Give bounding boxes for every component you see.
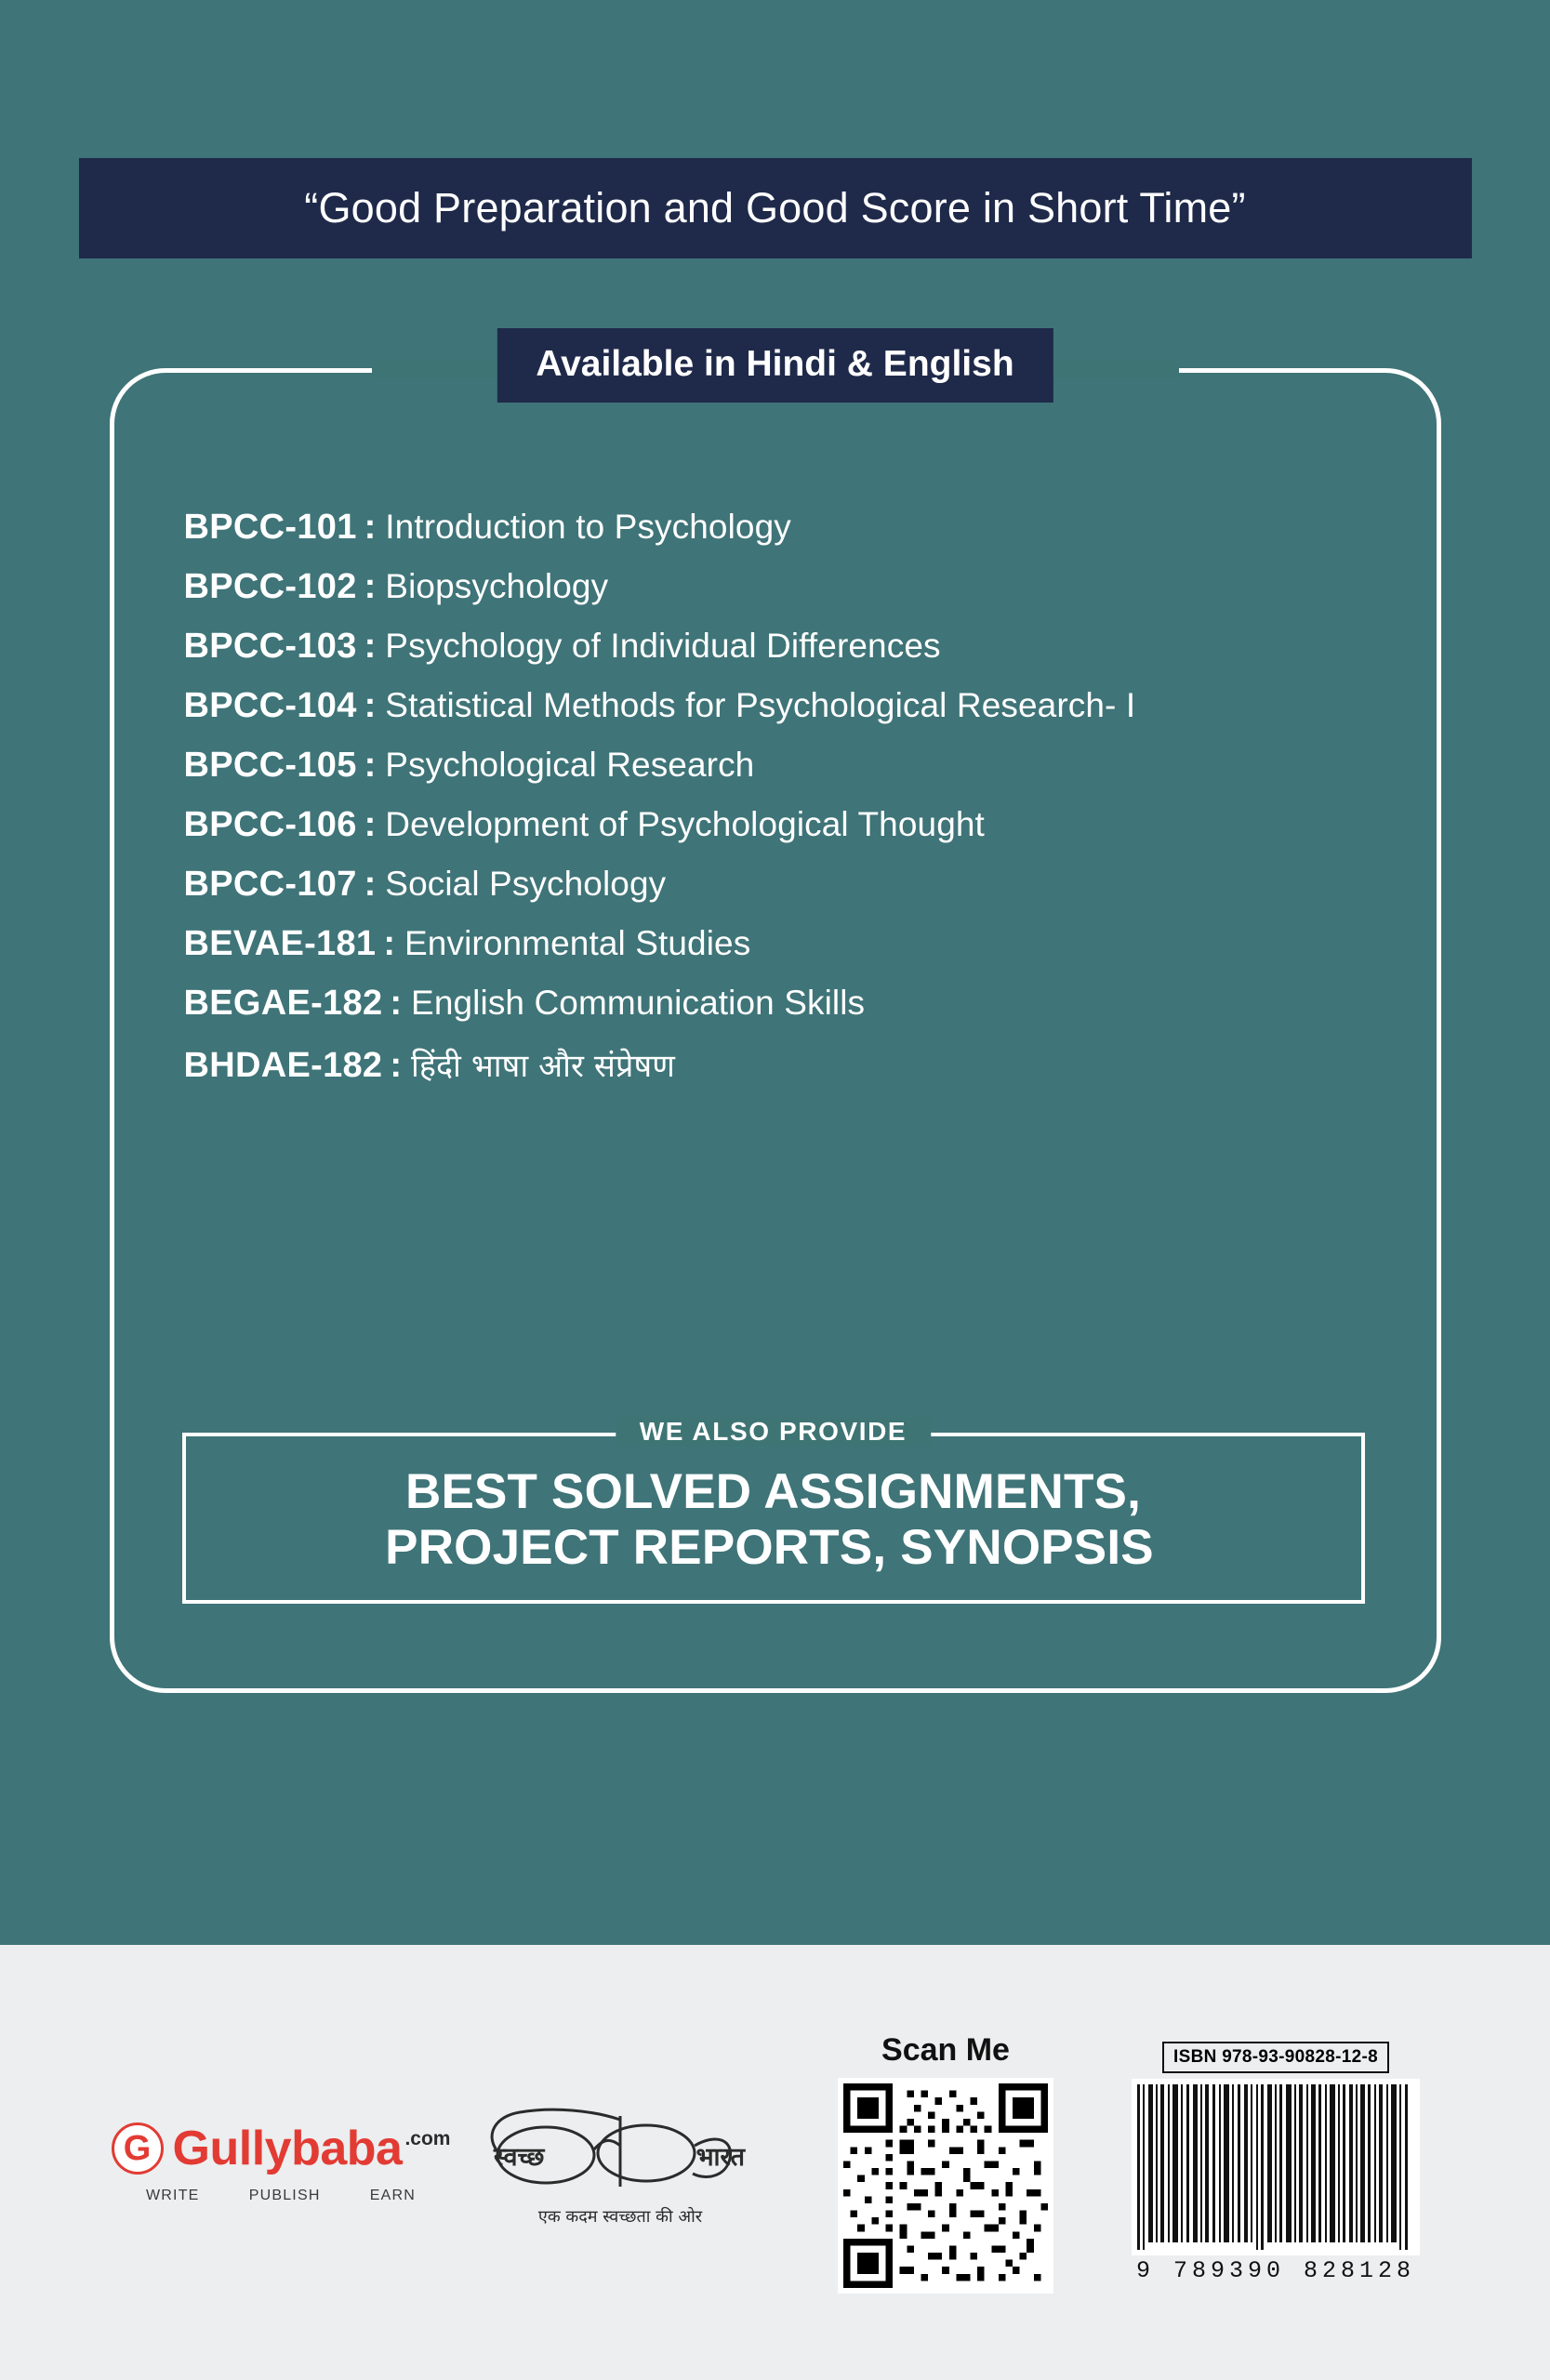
list-item [184,627,1404,667]
separator: : [390,984,403,1023]
isbn-barcode-block [1127,2042,1424,2284]
course-title: Psychology of Individual Differences [385,627,941,665]
course-title: Social Psychology [385,865,667,903]
course-code: BPCC-103 [183,627,357,666]
list-item [184,746,1404,786]
separator: : [364,746,377,785]
course-code: BEVAE-181 [183,924,377,963]
tagline-banner: “Good Preparation and Good Score in Short Time” [79,158,1472,258]
we-also-provide-box [182,1417,1365,1604]
list-item [184,984,1404,1024]
logo-sub-publish: PUBLISH [248,2188,321,2203]
course-title: Development of Psychological Thought [385,805,985,843]
list-item [184,508,1404,548]
logo-sub-write: WRITE [146,2188,200,2203]
separator: : [383,924,396,963]
gullybaba-g-icon: G [112,2122,164,2175]
course-title: Biopsychology [385,567,609,605]
separator: : [364,627,377,666]
swachh-word: स्वच्छ [494,2143,545,2172]
course-title: हिंदी भाषा और संप्रेषण [411,1048,675,1085]
scan-me-label: Scan Me [881,2031,1010,2068]
course-title: Introduction to Psychology [385,508,791,546]
gullybaba-tagline-row [146,2188,416,2204]
separator: : [390,1046,403,1085]
gullybaba-domain-suffix: .com [404,2128,451,2149]
separator: : [364,805,377,844]
scan-me-block [829,2032,1062,2294]
course-title: English Communication Skills [411,984,866,1022]
course-code: BPCC-105 [183,746,357,785]
course-code: BEGAE-182 [183,984,383,1023]
list-item [184,924,1404,964]
qr-code-icon[interactable] [838,2078,1053,2294]
footer-bar [0,1945,1550,2380]
course-list-area [110,344,1441,1693]
list-item [184,567,1404,607]
bharat-word: भारत [696,2143,745,2172]
spectacles-icon [481,2097,760,2200]
tagline-banner-wrap [0,158,1550,258]
course-list [184,508,1404,1105]
provide-line-2: PROJECT REPORTS, SYNOPSIS [385,1520,1154,1576]
course-code: BPCC-104 [183,686,357,725]
isbn-label: ISBN 978-93-90828-12-8 [1162,2042,1389,2073]
separator: : [364,567,377,606]
list-item [184,865,1404,905]
swachh-bharat-logo [467,2097,774,2228]
course-code: BPCC-101 [183,508,357,547]
separator: : [364,508,377,547]
logo-sub-earn: EARN [369,2188,416,2203]
course-title: Statistical Methods for Psychological Research- I [385,686,1136,724]
course-code: BHDAE-182 [183,1046,383,1085]
course-title: Environmental Studies [404,924,751,962]
list-item [184,805,1404,845]
course-code: BPCC-106 [183,805,357,844]
ean-number: 9 789390 828128 [1135,2256,1416,2284]
course-code: BPCC-107 [183,865,357,904]
availability-badge: Available in Hindi & English [497,328,1053,403]
gullybaba-logo [113,2121,451,2204]
barcode-icon [1132,2079,1420,2255]
gullybaba-wordmark: Gullybaba [172,2122,403,2175]
separator: : [364,686,377,725]
course-title: Psychological Research [385,746,755,784]
we-also-provide-label: WE ALSO PROVIDE [616,1417,931,1447]
swachh-bharat-caption: एक कदम स्वच्छता की ओर [537,2207,703,2227]
list-item [184,686,1404,726]
separator: : [364,865,377,904]
list-item [184,1043,1404,1086]
course-code: BPCC-102 [183,567,357,606]
provide-line-1: BEST SOLVED ASSIGNMENTS, [404,1464,1142,1520]
